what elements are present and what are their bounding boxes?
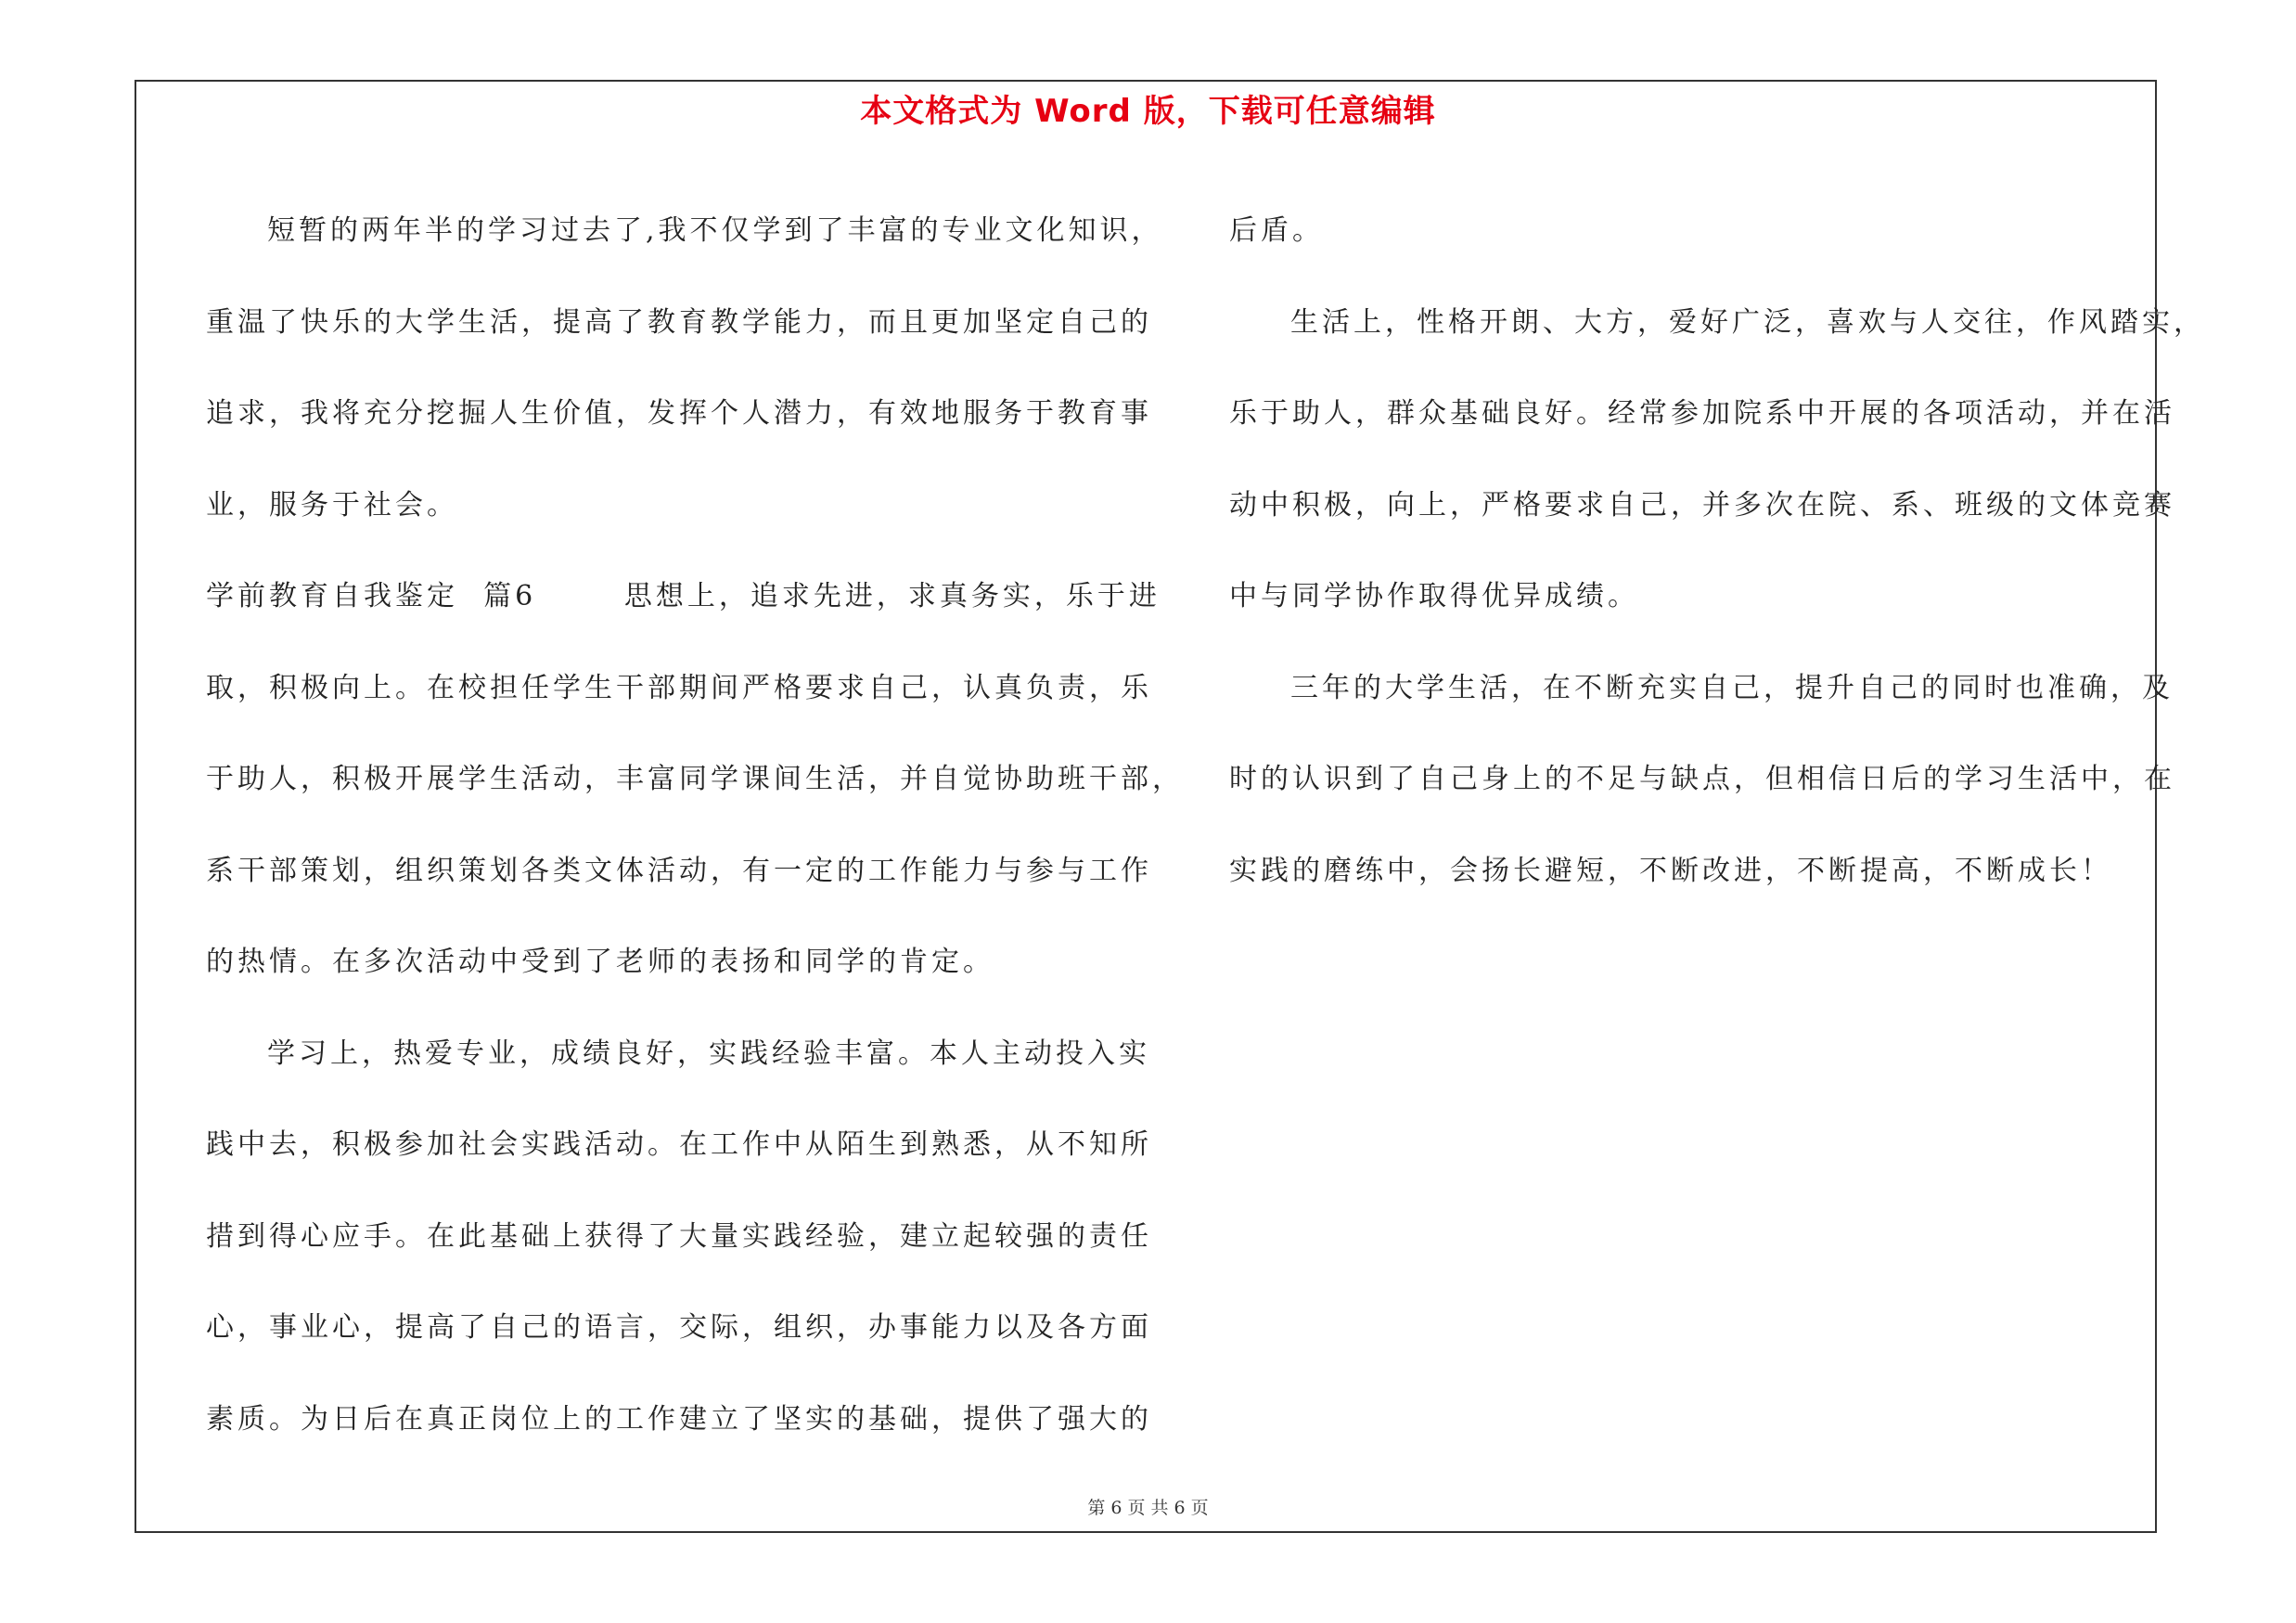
paragraph-line: 中与同学协作取得优异成绩。 (1229, 580, 1639, 612)
paragraph-line: 心，事业心，提高了自己的语言，交际，组织，办事能力以及各方面 (206, 1311, 1152, 1344)
paragraph-line: 乐于助人，群众基础良好。经常参加院系中开展的各项活动，并在活 (1229, 397, 2175, 430)
header-banner: 本文格式为 Word 版，下载可任意编辑 (860, 93, 1436, 130)
paragraph-line: 生活上，性格开朗、大方，爱好广泛，喜欢与人交往，作风踏实， (1290, 305, 2205, 339)
paragraph-line: 三年的大学生活，在不断充实自己，提升自己的同时也准确，及 (1290, 671, 2174, 704)
paragraph-line: 取，积极向上。在校担任学生干部期间严格要求自己，认真负责，乐 (206, 671, 1152, 704)
paragraph-line: 素质。为日后在真正岗位上的工作建立了坚实的基础，提供了强大的 (206, 1402, 1152, 1436)
left-column (206, 186, 1184, 1465)
paragraph-line: 短暂的两年半的学习过去了,我不仅学到了丰富的专业文化知识， (267, 214, 1163, 247)
paragraph-line: 的热情。在多次活动中受到了老师的表扬和同学的肯定。 (206, 946, 994, 978)
paragraph-line: 践中去，积极参加社会实践活动。在工作中从陌生到熟悉，从不知所 (206, 1128, 1152, 1161)
paragraph-line: 动中积极，向上，严格要求自己，并多次在院、系、班级的文体竞赛 (1229, 488, 2175, 522)
section-heading-line: 学前教育自我鉴定 篇6 思想上，追求先进，求真务实，乐于进 (206, 580, 1161, 612)
paragraph-line: 后盾。 (1229, 214, 1324, 247)
page-footer: 第 6 页 共 6 页 (1087, 1498, 1209, 1518)
paragraph-line: 于助人，积极开展学生活动，丰富同学课间生活，并自觉协助班干部， (206, 763, 1184, 795)
paragraph-line: 重温了快乐的大学生活，提高了教育教学能力，而且更加坚定自己的 (206, 305, 1152, 339)
paragraph-line: 实践的磨练中，会扬长避短，不断改进，不断提高，不断成长！ (1229, 854, 2112, 887)
paragraph-line: 业，服务于社会。 (206, 488, 458, 522)
paragraph-line: 追求，我将充分挖掘人生价值，发挥个人潜力，有效地服务于教育事 (206, 397, 1152, 430)
paragraph-line: 学习上，热爱专业，成绩良好，实践经验丰富。本人主动投入实 (267, 1037, 1150, 1070)
paragraph-line: 措到得心应手。在此基础上获得了大量实践经验，建立起较强的责任 (206, 1219, 1152, 1253)
paragraph-line: 系干部策划，组织策划各类文体活动，有一定的工作能力与参与工作 (206, 854, 1152, 887)
right-column (1229, 186, 2205, 917)
paragraph-line: 时的认识到了自己身上的不足与缺点，但相信日后的学习生活中，在 (1229, 763, 2175, 795)
